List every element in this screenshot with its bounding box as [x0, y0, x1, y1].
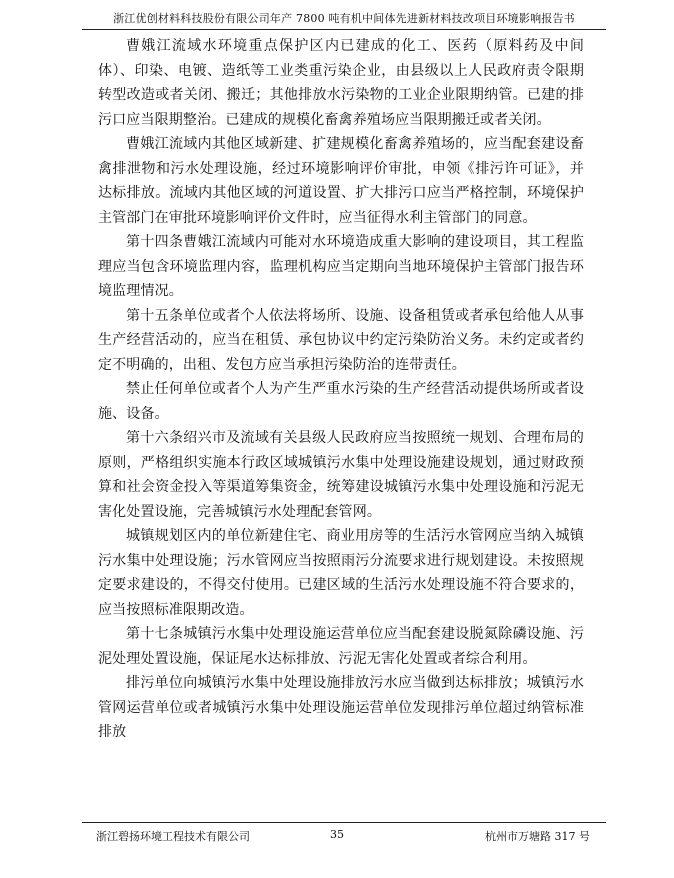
header-divider — [82, 29, 606, 30]
document-header: 浙江优创材料科技股份有限公司年产 7800 吨有机中间体先进新材料技改项目环境影响报告书 — [113, 12, 575, 25]
paragraph-9: 排污单位向城镇污水集中处理设施排放污水应当做到达标排放；城镇污水管网运营单位或者城镇污水集中处理设施运营单位发现排污单位超过纳管标准排放 — [98, 675, 584, 740]
paragraph-6: 第十六条绍兴市及流域有关县级人民政府应当按照统一规划、合理布局的原则，严格组织实施本行政区域城镇污水集中处理设施建设规划，通过财政预算和社会资金投入等渠道筹集资金，统筹建设城镇污水集中处理设施和污泥无害化处置设施，完善城镇污水处理配套管网。 — [98, 430, 584, 520]
paragraph-1: 曹娥江流域水环境重点保护区内已建成的化工、医药（原料药及中间体）、印染、电镀、造纸等工业类重污染企业，由县级以上人民政府责令限期转型改造或者关闭、搬迁；其他排放水污染物的工业企业限期纳管。已建的排污口应当限期整治。已建成的规模化畜禽养殖场应当限期搬迁或者关闭。 — [98, 38, 584, 128]
paragraph-8: 第十七条城镇污水集中处理设施运营单位应当配套建设脱氮除磷设施、污泥处理处置设施，保证尾水达标排放、污泥无害化处置或者综合利用。 — [98, 626, 584, 667]
paragraph-4: 第十五条单位或者个人依法将场所、设施、设备租赁或者承包给他人从事生产经营活动的，应当在租赁、承包协议中约定污染防治义务。未约定或者约定不明确的，出租、发包方应当承担污染防治的连带责任。 — [98, 307, 584, 373]
document-body — [98, 34, 584, 745]
page-number: 35 — [330, 828, 344, 841]
footer-divider — [82, 822, 606, 823]
footer-company: 浙江碧扬环境工程技术有限公司 — [96, 830, 250, 843]
paragraph-5: 禁止任何单位或者个人为产生严重水污染的生产经营活动提供场所或者设施、设备。 — [98, 381, 584, 422]
footer-address: 杭州市万塘路 317 号 — [485, 830, 590, 843]
paragraph-7: 城镇规划区内的单位新建住宅、商业用房等的生活污水管网应当纳入城镇污水集中处理设施；污水管网应当按照雨污分流要求进行规划建设。未按照规定要求建设的，不得交付使用。已建区域的生活污水处理设施不符合要求的，应当按照标准限期改造。 — [98, 528, 584, 618]
paragraph-2: 曹娥江流域内其他区域新建、扩建规模化畜禽养殖场的，应当配套建设畜禽排泄物和污水处理设施，经过环境影响评价审批，申领《排污许可证》，并达标排放。流域内其他区域的河道设置、扩大排污口应当严格控制，环境保护主管部门在审批环境影响评价文件时，应当征得水利主管部门的同意。 — [98, 136, 584, 226]
paragraph-3: 第十四条曹娥江流域内可能对水环境造成重大影响的建设项目，其工程监理应当包含环境监理内容，监理机构应当定期向当地环境保护主管部门报告环境监理情况。 — [98, 234, 584, 299]
